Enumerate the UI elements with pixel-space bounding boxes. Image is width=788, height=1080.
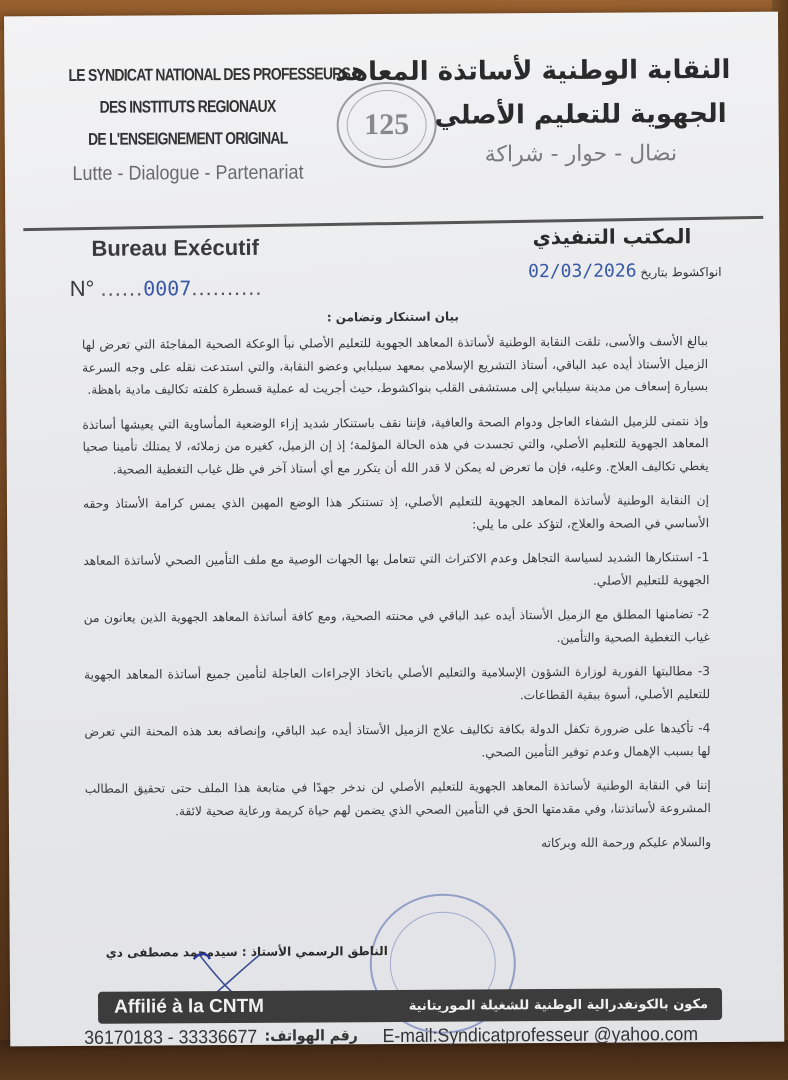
emblem-text: 125 (346, 90, 426, 160)
paragraph-statement: إن النقابة الوطنية لأساتذة المعاهد الجهوية للتعليم الأصلي، إذ تستنكر هذا الوضع المهين الذي يمس كرامة الأستاذ وحقه الأساسي في الصحة والعلاج، لتؤكد على ما يلي: (82, 493, 710, 532)
date-line (528, 260, 722, 282)
date-value: 02/03/2026 (528, 260, 637, 283)
bureau-title-fr: Bureau Exécutif (91, 234, 259, 261)
affiliation-ar: مكون بالكونفدرالية الوطنية للشغيلة الموريتانية (408, 996, 709, 1014)
letter-body (82, 330, 711, 857)
contact-line (84, 1024, 698, 1050)
spokesperson-signature: الناطق الرسمي الأستاذ : سيدمحمد مصطفى دي (105, 944, 388, 960)
paragraph-wish: وإذ نتمنى للزميل الشفاء العاجل ودوام الصحة والعافية، فإننا نقف باستنكار شديد إزاء الوضعية المأساوية التي يعيشها أساتذة المعاهد الجهوية للتعليم الأصلي، والتي تجسدت في هذه الحالة المؤلمة؛ إذ إن الزميل، كغيره من زملائه، لا يمتلك تأمينا صحيا يغطي تكاليف العلاج. وعليه، فإن ما تعرض له يمكن لا قدر الله أن يتكرر مع أي أستاذ آخر في ظل غياب التغطية الصحية. (82, 413, 709, 477)
phone-numbers: 36170183 - 33336677 (84, 1026, 258, 1049)
header-ar-motto: نضال - حوار - شراكة (484, 141, 678, 168)
affiliation-band (98, 988, 722, 1024)
header-fr-motto: Lutte - Dialogue - Partenariat (72, 161, 304, 185)
letter-title: بيان استنكار وتضامن : (326, 309, 459, 325)
number-value: 0007 (143, 276, 192, 301)
syndicate-emblem-icon (336, 82, 437, 169)
point-1: 1- استنكارها الشديد لسياسة التجاهل وعدم الاكتراث التي تتعامل بها الجهات الوصية مع ملف التأمين الصحي لأساتذة المعاهد الجهوية للتعليم الأصلي. (83, 550, 710, 588)
header-french (42, 58, 351, 190)
point-4: 4- تأكيدها على ضرورة تكفل الدولة بكافة تكاليف علاج الزميل الأستاذ أيده عبد الباقي، وإنصافه بعد هذه المحنة التي تعرض لها بسبب الإهمال وعدم توفير التأمين الصحي. (84, 721, 711, 759)
number-dots-after: .......... (191, 274, 263, 301)
bureau-title-ar: المكتب التنفيذي (532, 224, 692, 250)
header-fr-line-3: DE L'ENSEIGNEMENT ORIGINAL (87, 128, 288, 149)
header-fr-line-2: DES INSTITUTS REGIONAUX (99, 96, 276, 117)
affiliation-fr: Affilié à la CNTM (113, 995, 265, 1018)
letter-document (4, 12, 784, 1047)
number-dots-before: ...... (100, 275, 144, 301)
date-label: انواكشوط بتاريخ (640, 264, 722, 280)
number-label: N° (69, 275, 95, 301)
phones-group (84, 1026, 358, 1050)
phones-label: رقم الهواتف: (264, 1026, 358, 1045)
header-ar-line-2: الجهوية للتعليم الأصلي (434, 98, 727, 131)
email-address: E-mail:Syndicatprofesseur @yahoo.com (382, 1024, 699, 1048)
point-2: 2- تضامنها المطلق مع الزميل الأستاذ أيده عبد الباقي في محنته الصحية، ومع كافة أساتذة المعاهد الجهوية الذين يعانون من غياب التغطية الصحية والتأمين. (83, 607, 710, 645)
header-ar-line-1: النقابة الوطنية لأساتذة المعاهد (334, 54, 731, 88)
paragraph-conclusion: إننا في النقابة الوطنية لأساتذة المعاهد الجهوية للتعليم الأصلي لن ندخر جهدًا في متابعة هذا الملف حتى تحقيق المطالب المشروعة لأساتذتنا، وفي مقدمتها الحق في التأمين الصحي الذي يضمن لهم حياة كريمة ورعاية صحية لائقة. (84, 778, 711, 818)
paragraph-intro: ببالغ الأسف والأسى، تلقت النقابة الوطنية لأساتذة المعاهد الجهوية للتعليم الأصلي نبأ الوعكة الصحية المفاجئة التي تعرض لها الزميل الأستاذ أيده عبد الباقي، أستاذ التشريع الإسلامي بمعهد سيلبابي وعضو النقابة، والتي استدعت نقله على وجه السرعة بسيارة إسعاف من مدينة سيلبابي إلى مستشفى القلب بنواكشوط، حيث أجريت له عملية قسطرة كلفته تكاليف مادية باهظة. (81, 334, 709, 397)
closing-greeting: والسلام عليكم ورحمة الله وبركاته (541, 835, 712, 851)
reference-number (70, 275, 263, 302)
header-fr-line-1: LE SYNDICAT NATIONAL DES PROFESSEURS (68, 64, 351, 85)
point-3: 3- مطالبتها الفورية لوزارة الشؤون الإسلامية والتعليم الأصلي باتخاذ الإجراءات العاجلة لتأمين جميع أساتذة المعاهد الجهوية للتعليم الأصلي، أسوة ببقية القطاعات. (83, 664, 711, 702)
